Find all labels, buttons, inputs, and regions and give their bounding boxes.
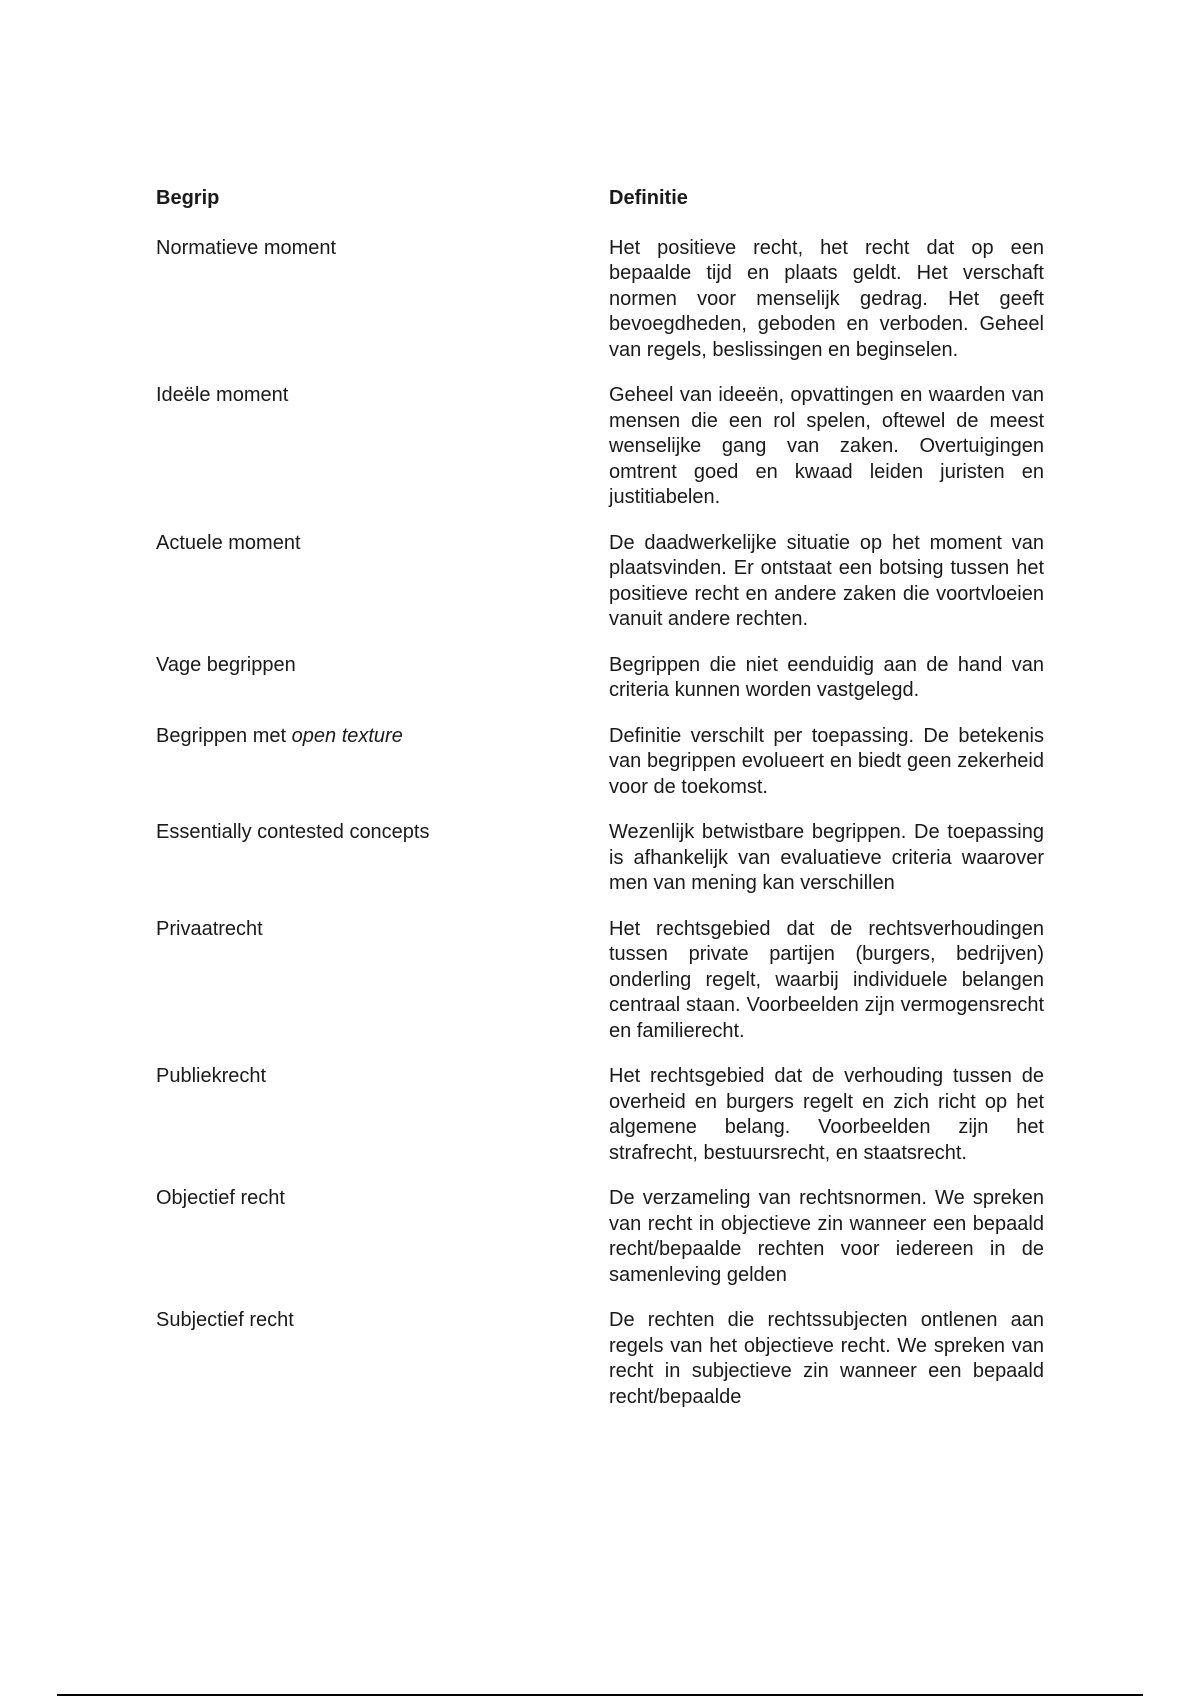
- table-row: [156, 820, 1044, 897]
- definition-cell: Het positieve recht, het recht dat op een bepaalde tijd en plaats geldt. Het verschaft normen voor menselijk gedrag. Het geeft bevoegdheden, geboden en verboden. Geheel van regels, beslissingen en beginselen.: [609, 236, 1044, 361]
- column-header-definition: Definitie: [609, 187, 688, 209]
- term-cell: Vage begrippen: [156, 653, 296, 676]
- definition-cell: De verzameling van rechtsnormen. We spreken van recht in objectieve zin wanneer een bepaald recht/bepaalde rechten voor iedereen in de samenleving gelden: [609, 1187, 1044, 1286]
- definition-cell: Definitie verschilt per toepassing. De betekenis van begrippen evolueert en biedt geen zekerheid voor de toekomst.: [609, 724, 1044, 798]
- definition-cell: Het rechtsgebied dat de rechtsverhoudingen tussen private partijen (burgers, bedrijven) onderling regelt, waarbij individuele belangen centraal staan. Voorbeelden zijn vermogensrecht en familierecht.: [609, 917, 1044, 1042]
- definition-cell: De daadwerkelijke situatie op het moment van plaatsvinden. Er ontstaat een botsing tussen het positieve recht en andere zaken die voortvloeien vanuit andere rechten.: [609, 531, 1044, 630]
- table-row: [156, 653, 1044, 704]
- term-cell: Objectief recht: [156, 1187, 285, 1209]
- term-cell: Ideële moment: [156, 384, 289, 406]
- table-row: [156, 1186, 1044, 1288]
- definition-cell: Het rechtsgebied dat de verhouding tussen de overheid en burgers regelt en zich richt op het algemene belang. Voorbeelden zijn het strafrecht, bestuursrecht, en staatsrecht.: [609, 1065, 1044, 1164]
- table-row: [156, 724, 1044, 801]
- term-cell: [156, 724, 609, 801]
- term-prefix: Begrippen met: [156, 724, 292, 747]
- definition-cell: Begrippen die niet eenduidig aan de hand van criteria kunnen worden vastgelegd.: [609, 653, 1044, 701]
- term-italic: open texture: [291, 724, 403, 747]
- definition-cell: Geheel van ideeën, opvattingen en waarden van mensen die een rol spelen, oftewel de meest wenselijke gang van zaken. Overtuigingen omtrent goed en kwaad leiden juristen en justitiabelen.: [609, 384, 1044, 508]
- definition-cell: De rechten die rechtssubjecten ontlenen aan regels van het objectieve recht. We spreken van recht in subjectieve zin wanneer een bepaald recht/bepaalde: [609, 1309, 1044, 1408]
- glossary-table: [156, 186, 1044, 1430]
- table-row: [156, 1308, 1044, 1410]
- column-header-term: Begrip: [156, 187, 220, 209]
- definition-cell: Wezenlijk betwistbare begrippen. De toepassing is afhankelijk van evaluatieve criteria waarover men van mening kan verschillen: [609, 821, 1044, 894]
- term-cell: Essentially contested concepts: [156, 821, 430, 843]
- term-cell: Normatieve moment: [156, 236, 337, 259]
- table-row: [156, 917, 1044, 1045]
- table-row: [156, 236, 1044, 364]
- term-cell: Publiekrecht: [156, 1065, 267, 1087]
- table-row: [156, 531, 1044, 633]
- term-cell: Actuele moment: [156, 531, 301, 554]
- term-cell: Privaatrecht: [156, 917, 263, 940]
- table-row: [156, 1064, 1044, 1166]
- table-header: [156, 186, 1044, 212]
- footer-divider: [57, 1694, 1143, 1696]
- term-cell: Subjectief recht: [156, 1309, 294, 1331]
- table-row: [156, 383, 1044, 511]
